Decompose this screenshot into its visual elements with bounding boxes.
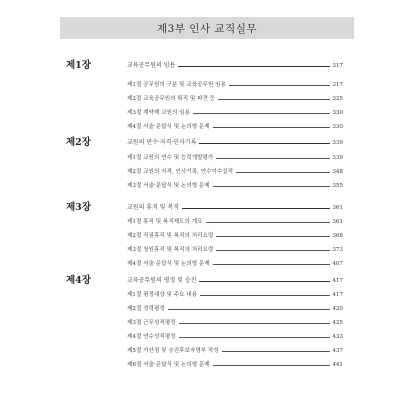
chapter-label: 제3장 [66,202,91,213]
toc-entry-chapter[interactable]: 교원의 연수·자격·인사기록 339 [127,139,343,146]
toc-entry-section[interactable]: 제4절 서술·문답식 및 논의형 문제 407 [127,261,343,267]
toc-entry-section[interactable]: 제3절 청원휴직 및 복직의 처리요령 373 [127,247,343,253]
toc-entry-section[interactable]: 제1절 교원의 연수 및 능력개발평가 339 [127,155,343,161]
part-title: 제3부 인사 교직실무 [60,17,354,39]
toc-entry-chapter[interactable]: 교육공무원의 평정 및 승진 417 [127,277,343,284]
chapter-label: 제2장 [66,137,91,148]
chapter-label: 제4장 [66,275,91,286]
toc-entry-section[interactable]: 제6절 서술·문답식 및 논의형 문제 441 [127,362,343,368]
toc-entry-section[interactable]: 제2절 직권휴직 및 복직의 처리요령 368 [127,233,343,239]
toc-entry-section[interactable]: 제1절 평정대상 및 주요 내용 417 [127,292,343,298]
toc-page [40,8,360,396]
toc-entry-section[interactable]: 제1절 공무원의 구분 및 교육공무원 임용 317 [127,82,343,88]
toc-entry-section[interactable]: 제2절 경력평정 420 [127,306,343,312]
toc-entry-section[interactable]: 제5절 가산점 및 승진후보자명부 작성 437 [127,348,343,354]
toc-entry-chapter[interactable]: 교원의 휴직 및 복직 361 [127,204,343,211]
toc-entry-section[interactable]: 제1절 휴직 및 복직제도의 개요 361 [127,219,343,225]
toc-entry-section[interactable]: 제4절 연수성적평정 433 [127,334,343,340]
toc-entry-chapter[interactable]: 교육공무원의 임용 317 [127,62,343,69]
chapter-label: 제1장 [66,60,91,71]
toc-entry-section[interactable]: 제2절 교원의 자격, 인사기록, 연수이수실적 348 [127,169,343,175]
toc-entry-section[interactable]: 제4절 서술·문답식 및 논의형 문제 330 [127,124,343,130]
toc-entry-section[interactable]: 제3절 근무성적평정 425 [127,320,343,326]
toc-entry-section[interactable]: 제2절 교육공무원의 퇴직 및 파견 등 325 [127,96,343,102]
toc-entry-section[interactable]: 제3절 계약제 교원의 임용 330 [127,110,343,116]
toc-entry-section[interactable]: 제3절 서술·문답식 및 논의형 문제 355 [127,183,343,189]
